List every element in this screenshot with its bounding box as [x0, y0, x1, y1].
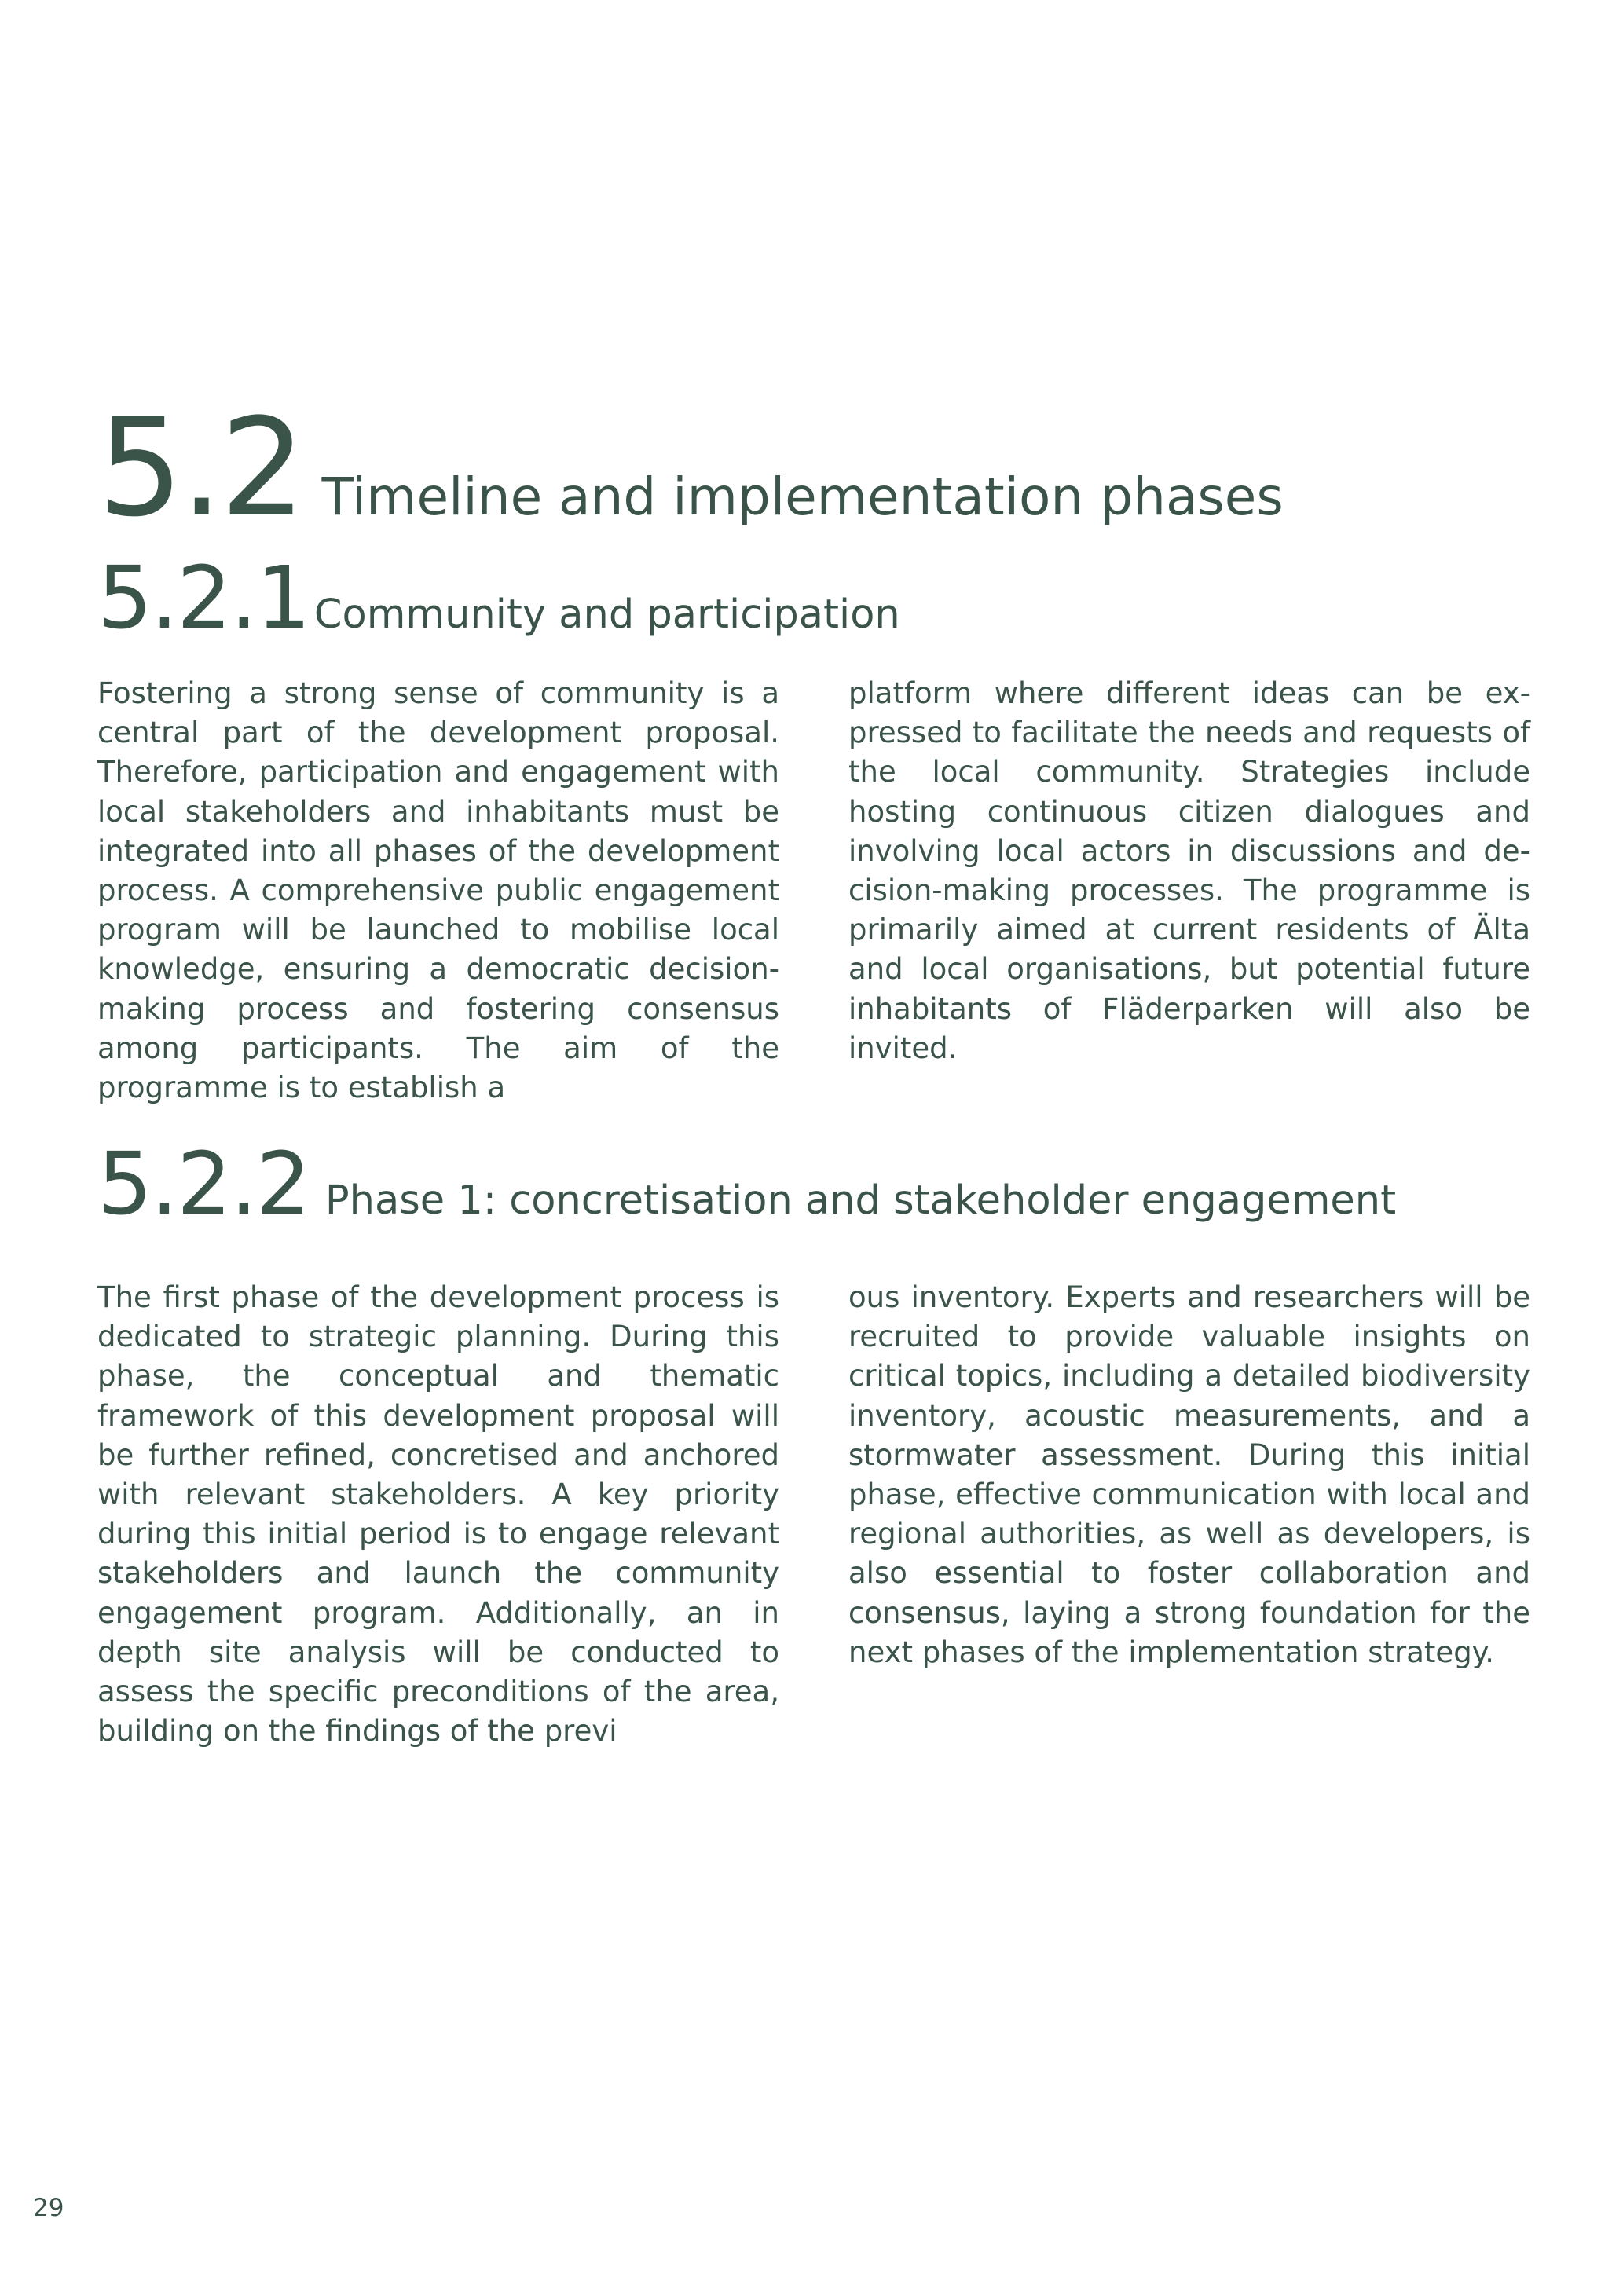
section-number: 5.2	[97, 389, 303, 547]
paragraph-phase1-left-column: The first phase of the development process is dedicated to strategic planning. During this phase, the conceptual and thematic framework of this development proposal will be further refined, concretised and anchored with relevant stakeholders. A key priority during this initial period is to engage relevant stakeholders and launch the community engagement program. Additionally, an in depth site analysis will be conducted to assess the specific preconditions of the area, building on the findings of the previ	[97, 1280, 779, 1749]
section-heading-5-2-1	[97, 547, 900, 648]
section-title: Timeline and implementation phases	[321, 467, 1284, 527]
paragraph-phase1-right-column: ous inventory. Experts and researchers will be recruited to provide valuable insights on critical topics, including a detailed biodiversity inventory, acoustic measurements, and a stormwater assessment. During this initial phase, effective communication with local and regional authorities, as well as developers, is also essential to foster collaboration and consensus, laying a strong foundation for the next phases of the implementation strategy.	[848, 1280, 1530, 1669]
paragraph-community-left-column: Fostering a strong sense of community is a central part of the development proposal. Therefore, participation and engagement with local stakeholders and inhabitants must be integrated into all phases of the development process. A comprehensive public engagement program will be launched to mobilise local knowledge, ensuring a democratic decision-making process and fostering consensus among participants. The aim of the programme is to establish a	[97, 676, 779, 1105]
section-heading-5-2-2	[97, 1133, 1397, 1234]
section-heading-5-2	[97, 389, 1284, 547]
page-number: 29	[33, 2194, 64, 2222]
subsection-number: 5.2.1	[97, 547, 310, 648]
subsection-title: Phase 1: concretisation and stakeholder engagement	[324, 1177, 1397, 1224]
subsection-number: 5.2.2	[97, 1133, 310, 1234]
subsection-title: Community and participation	[313, 591, 900, 638]
paragraph-community-right-column: platform where different ideas can be expressed to facilitate the needs and requests of the local community. Strategies include hosting continuous citizen dialogues and involving local actors in discussions and decision-making processes. The programme is primarily aimed at current residents of Älta and local organisations, but potential future inhabitants of Fläderparken will also be invited.	[848, 676, 1530, 1065]
